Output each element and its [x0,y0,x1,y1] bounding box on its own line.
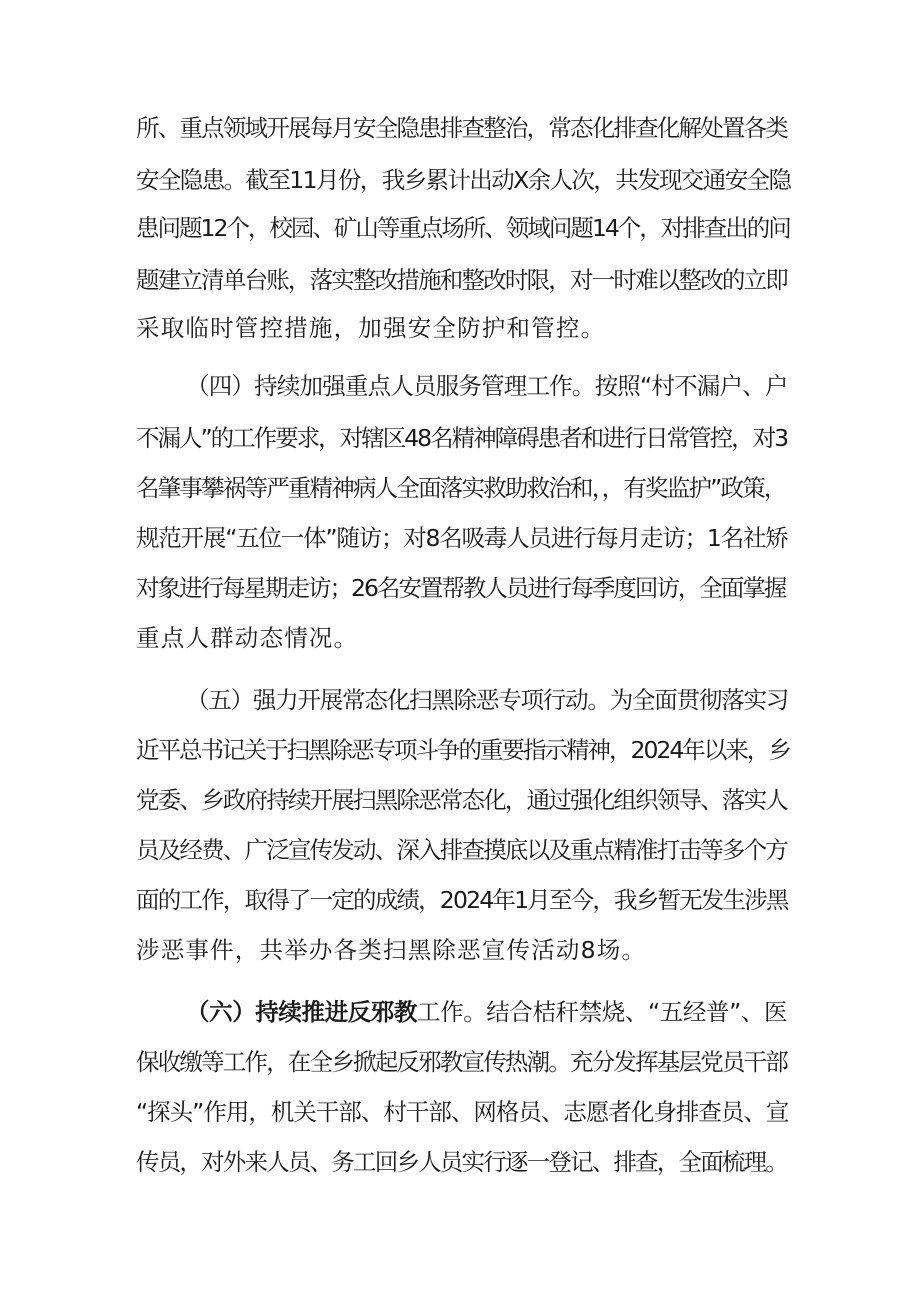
text-line: 员及经费、广泛宣传发动、深入排查摸底以及重点精准打击等多个方 [136,836,787,864]
text-line: 面的工作，取得了一定的成绩，2024年1月至今，我乡暂无发生涉黑 [136,886,788,914]
text-line: 党委、乡政府持续开展扫黑除恶常态化，通过强化组织领导、落实人 [136,786,787,814]
text-line: 规范开展“五位一体”随访；对8名吸毒人员进行每月走访；1名社矫 [136,524,788,552]
text-line: 患问题12个，校园、矿山等重点场所、领域问题14个，对排查出的问 [136,214,790,242]
text-line: “探头”作用，机关干部、村干部、网格员、志愿者化身排查员、宣 [136,1098,789,1126]
text-line: 对象进行每星期走访；26名安置帮教人员进行每季度回访，全面掌握 [136,574,786,602]
text-line: 不漏人”的工作要求，对辖区48名精神障碍患者和进行日常管控，对3 [136,424,788,452]
text-line: 保收缴等工作，在全乡掀起反邪教宣传热潮。充分发挥基层党员干部 [136,1048,787,1076]
text-line: 所、重点领域开展每月安全隐患排查整治，常态化排查化解处置各类 [136,114,787,142]
text-line: 传员，对外来人员、务工回乡人员实行逐一登记、排查，全面梳理。 [136,1148,787,1176]
text-line: 采取临时管控措施，加强安全防护和管控。 [136,314,606,342]
text-line: （四）持续加强重点人员服务管理工作。按照“村不漏户、户 [186,372,788,400]
text-line: 名肇事攀祸等严重精神病人全面落实救助救治和，，有奖监护”政策， [136,474,786,502]
text-span: 工作。结合桔秆禁烧、“五经普”、医 [417,998,788,1026]
text-line [186,994,787,1030]
text-line: 近平总书记关于扫黑除恶专项斗争的重要指示精神，2024年以来，乡 [136,736,790,764]
section-heading-bold: （六）持续推进反邪教 [186,998,417,1026]
text-line: 涉恶事件，共举办各类扫黑除恶宣传活动8场。 [136,936,647,964]
text-line: （五）强力开展常态化扫黑除恶专项行动。为全面贯彻落实习 [186,686,789,714]
text-line: 题建立清单台账，落实整改措施和整改时限，对一时难以整改的立即 [136,266,787,294]
text-line: 重点人群动态情况。 [136,624,359,652]
text-line: 安全隐患。截至11月份，我乡累计出动X余人次，共发现交通安全隐 [136,166,791,194]
